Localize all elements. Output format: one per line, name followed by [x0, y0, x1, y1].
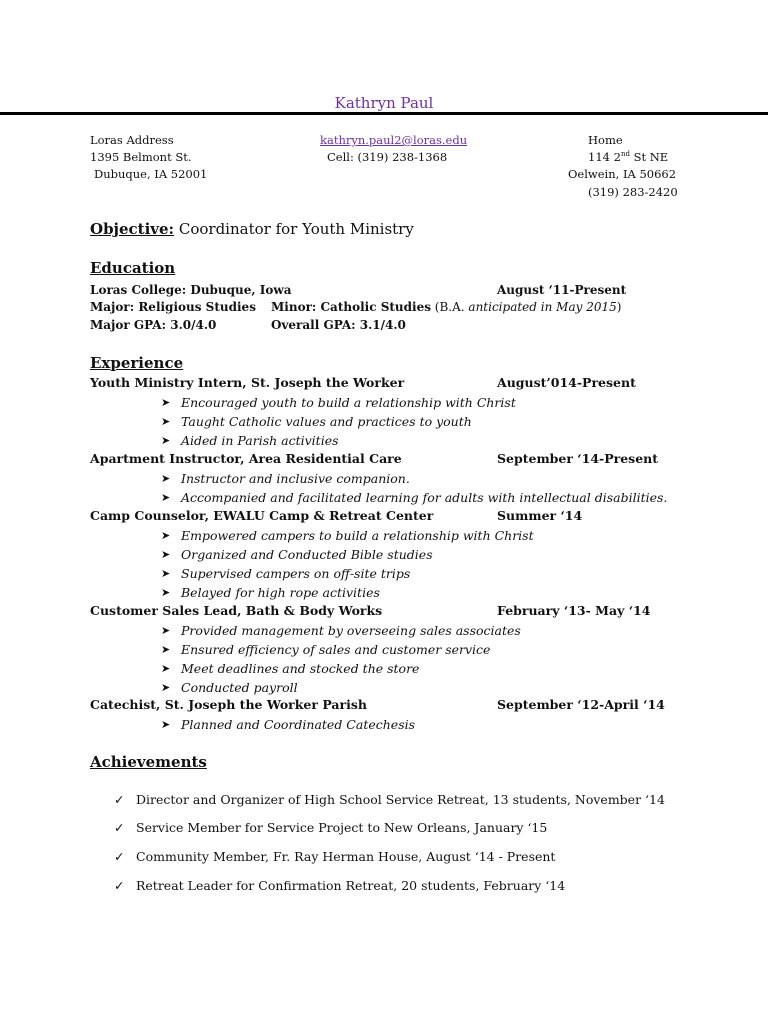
- job-bullet: ➤ Accompanied and facilitated learning for adults with intellectual disabilities.: [161, 490, 668, 505]
- job-bullet: ➤ Taught Catholic values and practices to youth: [161, 414, 472, 429]
- education-dates: August ‘11-Present: [497, 283, 627, 297]
- education-minor: [271, 298, 621, 316]
- experience-heading: Experience: [90, 354, 184, 372]
- job-bullet: ➤ Supervised campers on off-site trips: [161, 566, 411, 581]
- minor-label: Minor: Catholic Studies: [271, 300, 431, 314]
- overall-gpa: [271, 316, 406, 334]
- checkmark-icon: ✓: [114, 820, 125, 835]
- job-title: Camp Counselor, EWALU Camp & Retreat Center: [90, 508, 434, 523]
- major-gpa: Major GPA: 3.0/4.0: [90, 318, 217, 332]
- job-title: Youth Ministry Intern, St. Joseph the Worker: [90, 375, 405, 390]
- ba-anticipated: anticipated in May 2015: [468, 300, 617, 314]
- job-bullet: ➤ Meet deadlines and stocked the store: [161, 661, 420, 676]
- education-major: Major: Religious Studies: [90, 300, 256, 314]
- achievements-heading: Achievements: [90, 753, 207, 771]
- home-street-name: St NE: [629, 150, 669, 164]
- job-title: Customer Sales Lead, Bath & Body Works: [90, 603, 383, 618]
- arrow-bullet-icon: ➤: [161, 491, 171, 504]
- resume-name: Kathryn Paul: [334, 94, 434, 112]
- job-bullet: ➤ Empowered campers to build a relationship with Christ: [161, 528, 534, 543]
- job-dates: September ‘12-April ‘14: [497, 697, 665, 712]
- loras-street: 1395 Belmont St.: [90, 150, 192, 164]
- job-bullet: ➤ Planned and Coordinated Catechesis: [161, 717, 416, 732]
- job-bullet: ➤ Aided in Parish activities: [161, 433, 339, 448]
- job-dates: Summer ‘14: [497, 508, 583, 523]
- ba-close: ): [616, 300, 622, 314]
- job-dates: August’014-Present: [497, 375, 636, 390]
- achievement-item: ✓ Service Member for Service Project to New Orleans, January ‘15: [114, 820, 548, 835]
- arrow-bullet-icon: ➤: [161, 624, 171, 637]
- arrow-bullet-icon: ➤: [161, 548, 171, 561]
- education-heading: Education: [90, 259, 176, 277]
- home-street-suffix: nd: [620, 150, 630, 159]
- checkmark-icon: ✓: [114, 849, 125, 864]
- arrow-bullet-icon: ➤: [161, 472, 171, 485]
- objective-text: Coordinator for Youth Ministry: [174, 220, 414, 238]
- checkmark-icon: ✓: [114, 792, 125, 807]
- email-link[interactable]: kathryn.paul2@loras.edu: [320, 133, 468, 147]
- job-bullet: ➤ Belayed for high rope activities: [161, 585, 380, 600]
- job-bullet: ➤ Organized and Conducted Bible studies: [161, 547, 433, 562]
- job-bullet: ➤ Instructor and inclusive companion.: [161, 471, 410, 486]
- achievement-item: ✓ Director and Organizer of High School Service Retreat, 13 students, November ‘14: [114, 792, 665, 807]
- arrow-bullet-icon: ➤: [161, 718, 171, 731]
- loras-address-label: Loras Address: [90, 133, 174, 147]
- objective-label: Objective:: [90, 220, 175, 238]
- job-title: Apartment Instructor, Area Residential Care: [90, 451, 402, 466]
- job-bullet: ➤ Encouraged youth to build a relationship with Christ: [161, 395, 516, 410]
- arrow-bullet-icon: ➤: [161, 396, 171, 409]
- education-school: Loras College: Dubuque, Iowa: [90, 283, 292, 297]
- home-street-number: 114 2: [588, 150, 621, 164]
- arrow-bullet-icon: ➤: [161, 434, 171, 447]
- overall-gpa-label: Overall GPA:: [271, 318, 356, 332]
- arrow-bullet-icon: ➤: [161, 643, 171, 656]
- ba-open: (B.A.: [430, 300, 469, 314]
- arrow-bullet-icon: ➤: [161, 567, 171, 580]
- job-bullet: ➤ Provided management by overseeing sales associates: [161, 623, 521, 638]
- job-bullet: ➤ Ensured efficiency of sales and customer service: [161, 642, 491, 657]
- job-dates: September ‘14-Present: [497, 451, 659, 466]
- loras-city: Dubuque, IA 52001: [94, 167, 208, 181]
- overall-gpa-value: 3.1/4.0: [355, 318, 406, 332]
- achievement-item: ✓ Community Member, Fr. Ray Herman House, August ‘14 - Present: [114, 849, 556, 864]
- arrow-bullet-icon: ➤: [161, 586, 171, 599]
- home-street: [588, 149, 668, 166]
- objective: [90, 220, 414, 238]
- job-bullet: ➤ Conducted payroll: [161, 680, 298, 695]
- achievement-item: ✓ Retreat Leader for Confirmation Retreat, 20 students, February ‘14: [114, 878, 566, 893]
- home-label: Home: [588, 133, 623, 147]
- checkmark-icon: ✓: [114, 878, 125, 893]
- header-rule: [0, 112, 768, 115]
- arrow-bullet-icon: ➤: [161, 415, 171, 428]
- arrow-bullet-icon: ➤: [161, 662, 171, 675]
- job-dates: February ‘13- May ‘14: [497, 603, 651, 618]
- cell-phone: Cell: (319) 238-1368: [327, 150, 448, 164]
- job-title: Catechist, St. Joseph the Worker Parish: [90, 697, 367, 712]
- arrow-bullet-icon: ➤: [161, 529, 171, 542]
- arrow-bullet-icon: ➤: [161, 681, 171, 694]
- home-phone: (319) 283-2420: [588, 185, 678, 199]
- home-city: Oelwein, IA 50662: [568, 167, 677, 181]
